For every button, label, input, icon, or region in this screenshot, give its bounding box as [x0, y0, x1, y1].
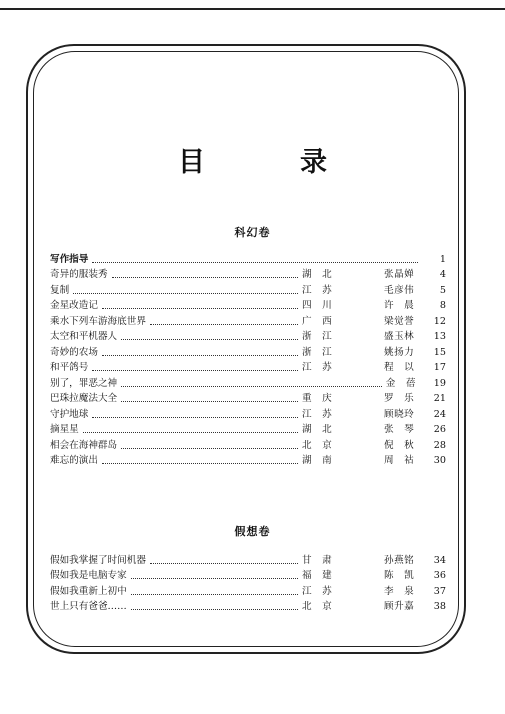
toc-entry-author: 罗 乐	[384, 393, 415, 404]
toc-entry	[50, 390, 446, 406]
toc-entry-place: 北 京	[302, 439, 333, 451]
toc-entry-page: 34	[433, 554, 446, 566]
toc-leader-dots	[121, 386, 382, 387]
page-title: 目 录	[178, 147, 361, 178]
toc-entry-place: 湖 北	[302, 424, 333, 435]
toc-leader-dots	[112, 277, 298, 278]
toc-entry-place: 广 西	[302, 315, 333, 327]
toc-entry-title: 假如我重新上初中	[50, 585, 127, 597]
toc-entry	[50, 436, 446, 452]
toc-entry-page: 13	[433, 331, 446, 342]
toc-entry-page: 21	[433, 393, 446, 404]
toc-entry	[50, 359, 446, 375]
toc-entry	[50, 567, 446, 583]
toc-entry-title: 假如我掌握了时间机器	[50, 554, 146, 566]
toc-entry-title: 假如我是电脑专家	[50, 570, 127, 581]
toc-entry	[50, 405, 446, 421]
toc-leader-dots	[102, 308, 298, 309]
toc-entry	[50, 297, 446, 313]
toc-entry-author: 许 晨	[384, 300, 415, 311]
toc-entry	[50, 250, 446, 266]
toc-entry-title: 奇异的服装秀	[50, 269, 108, 280]
toc-entry-author: 程 以	[384, 362, 415, 373]
toc-leader-dots	[102, 463, 298, 464]
toc-entry-title: 难忘的演出	[50, 455, 98, 466]
toc-entry-page: 38	[433, 601, 446, 612]
toc-entry-page: 5	[439, 284, 446, 296]
toc-entry	[50, 343, 446, 359]
toc-entry-author: 孙燕铭	[384, 554, 415, 566]
toc-entry-place: 北 京	[302, 601, 333, 612]
toc-entry-place: 重 庆	[302, 393, 333, 404]
toc-entry	[50, 266, 446, 282]
toc-entry-author: 梁觉誉	[384, 315, 415, 327]
toc-entry	[50, 281, 446, 297]
toc-entry-title: 巴珠拉魔法大全	[50, 393, 118, 404]
toc-entry-author: 倪 秋	[384, 439, 415, 451]
toc-leader-dots	[121, 339, 298, 340]
toc-leader-dots	[131, 578, 298, 579]
toc-entry-author: 金 蓓	[385, 377, 416, 389]
toc-entry	[50, 452, 446, 468]
toc-entry-place: 四 川	[302, 300, 333, 311]
toc-entry-author: 盛玉林	[384, 331, 415, 342]
toc-leader-dots	[92, 262, 418, 263]
toc-entry-author: 顾晓玲	[384, 408, 415, 420]
toc-entry-page: 30	[433, 455, 446, 466]
toc-list-scifi	[50, 250, 446, 467]
toc-entry-page: 24	[433, 408, 446, 420]
toc-entry-title: 奇妙的农场	[50, 346, 98, 358]
toc-leader-dots	[73, 293, 298, 294]
toc-leader-dots	[121, 401, 298, 402]
toc-entry-title: 写作指导	[50, 253, 89, 265]
toc-entry-title: 世上只有爸爸……	[50, 601, 127, 612]
toc-entry-place: 福 建	[302, 570, 333, 581]
toc-entry	[50, 598, 446, 614]
toc-entry-place: 浙 江	[302, 331, 333, 342]
toc-entry	[50, 551, 446, 567]
toc-entry-place: 江 苏	[302, 408, 333, 420]
toc-entry-author: 张晶婵	[384, 269, 415, 280]
section-heading-scifi: 科幻卷	[234, 226, 271, 239]
toc-entry	[50, 582, 446, 598]
toc-leader-dots	[131, 609, 298, 610]
toc-entry-page: 12	[433, 315, 446, 327]
toc-entry-page: 26	[433, 424, 446, 435]
toc-entry-author: 周 祜	[384, 455, 415, 466]
toc-entry-title: 复制	[50, 284, 70, 296]
toc-entry-page: 17	[433, 362, 446, 373]
toc-entry-place: 江 苏	[302, 585, 333, 597]
toc-leader-dots	[83, 432, 298, 433]
toc-entry-title: 相会在海神群岛	[50, 439, 118, 451]
toc-leader-dots	[121, 448, 298, 449]
toc-entry-place: 湖 南	[302, 455, 333, 466]
toc-entry-title: 乘水下列车游海底世界	[50, 315, 146, 327]
toc-entry-page: 15	[433, 346, 446, 358]
toc-leader-dots	[131, 594, 298, 595]
toc-entry-title: 和平鸽号	[50, 362, 89, 373]
toc-entry-page: 36	[433, 570, 446, 581]
toc-entry	[50, 374, 446, 390]
toc-entry-page: 4	[439, 269, 446, 280]
toc-leader-dots	[150, 324, 298, 325]
page-top-rule	[0, 8, 505, 10]
toc-entry-title: 金星改造记	[50, 300, 98, 311]
toc-entry-author: 姚扬力	[384, 346, 415, 358]
toc-entry-page: 19	[433, 377, 446, 389]
toc-entry-page: 1	[439, 253, 446, 265]
toc-entry-page: 8	[439, 300, 446, 311]
toc-entry-place: 湖 北	[302, 269, 333, 280]
toc-entry-place: 甘 肃	[302, 554, 333, 566]
toc-entry-page: 28	[433, 439, 446, 451]
toc-entry-author: 陈 凯	[384, 570, 415, 581]
toc-entry-author: 顾升嘉	[384, 601, 415, 612]
toc-entry-author: 毛彦伟	[384, 284, 415, 296]
toc-leader-dots	[102, 355, 298, 356]
toc-entry	[50, 312, 446, 328]
toc-entry	[50, 421, 446, 437]
toc-entry-place: 江 苏	[302, 362, 333, 373]
toc-entry-title: 守护地球	[50, 408, 89, 420]
toc-entry-place: 浙 江	[302, 346, 333, 358]
toc-leader-dots	[92, 417, 298, 418]
toc-leader-dots	[92, 370, 298, 371]
toc-entry-author: 张 琴	[384, 424, 415, 435]
toc-entry-author: 李 泉	[384, 585, 415, 597]
toc-entry-title: 摘星星	[50, 424, 79, 435]
toc-entry-place: 江 苏	[302, 284, 333, 296]
section-heading-imagination: 假想卷	[234, 525, 271, 538]
toc-entry-page: 37	[433, 585, 446, 597]
toc-entry	[50, 328, 446, 344]
toc-leader-dots	[150, 563, 298, 564]
toc-list-imagination	[50, 551, 446, 613]
toc-entry-title: 别了，罪恶之神	[50, 377, 118, 389]
toc-entry-title: 太空和平机器人	[50, 331, 118, 342]
